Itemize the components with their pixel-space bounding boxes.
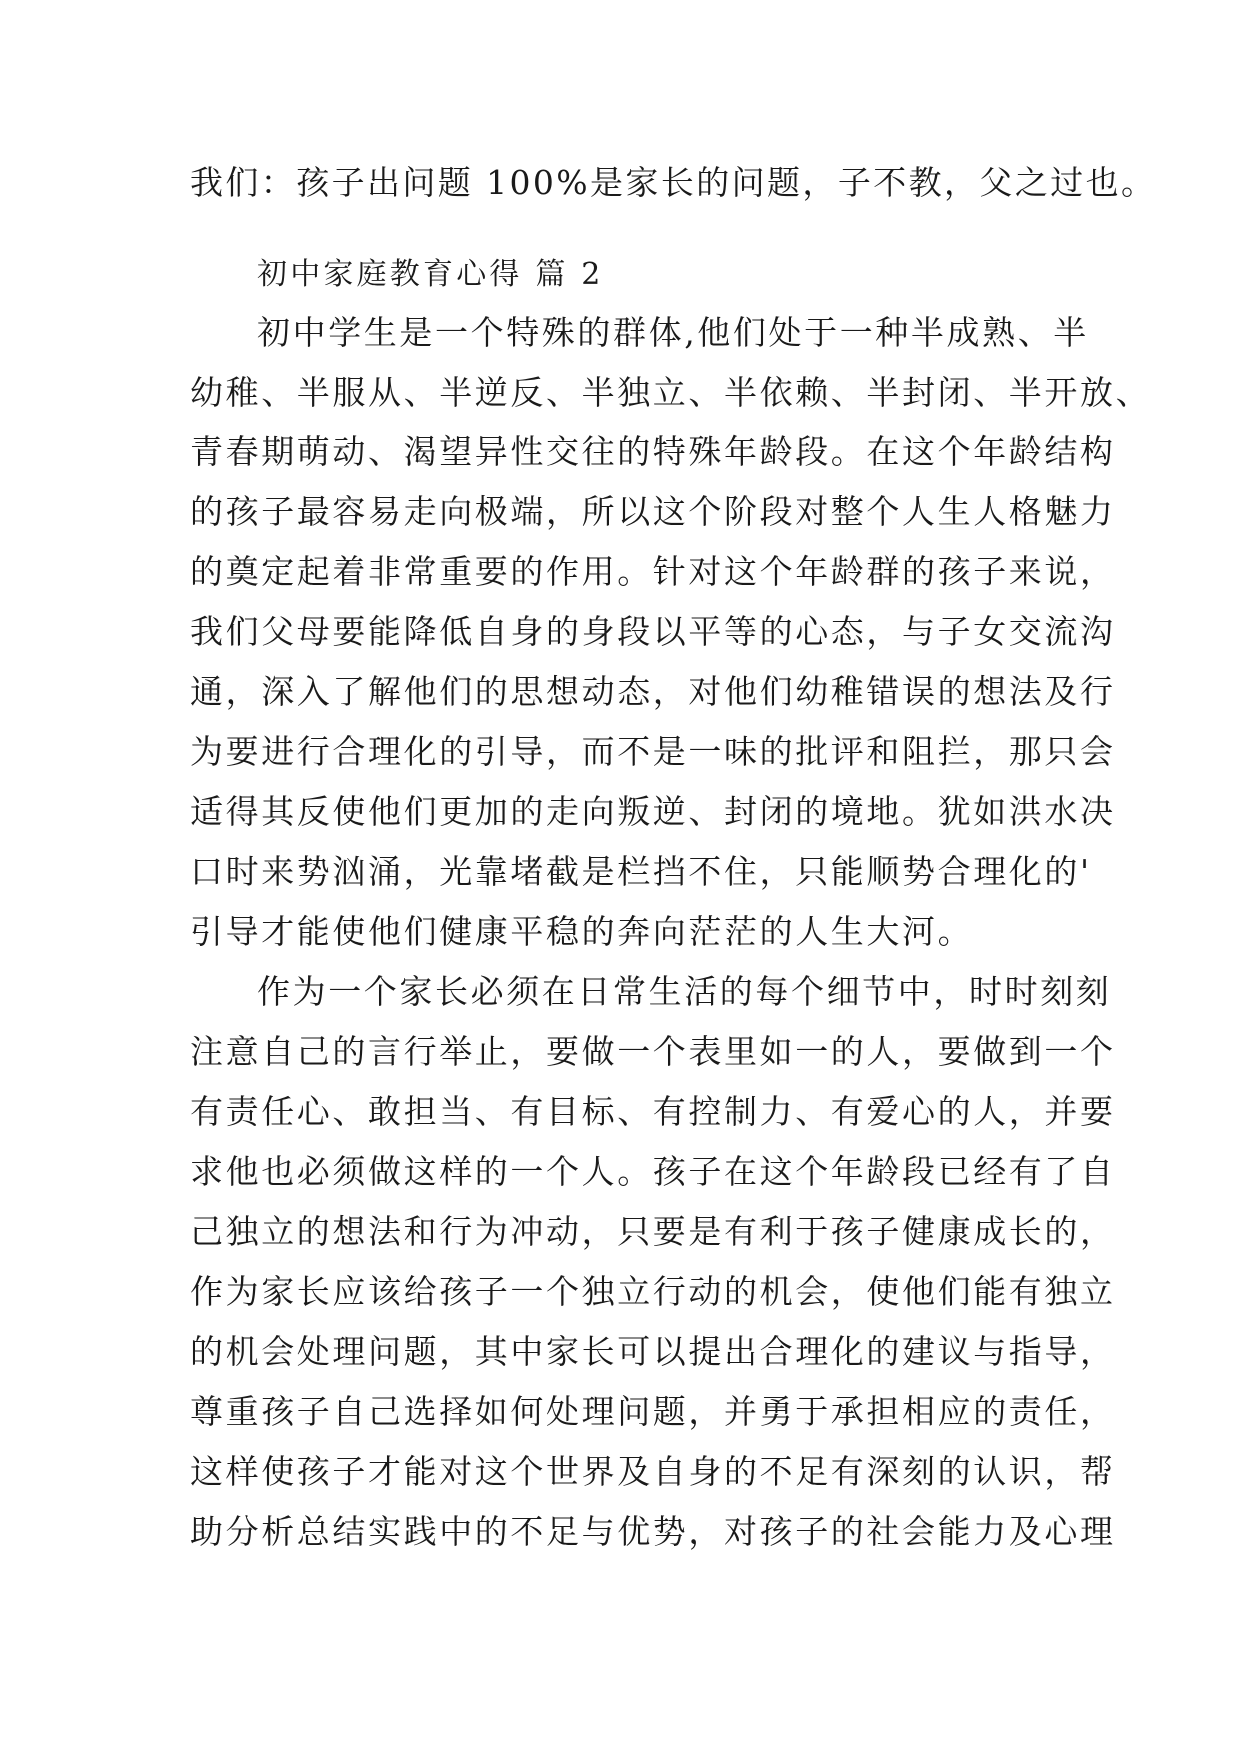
paragraph-line: 青春期萌动、渴望异性交往的特殊年龄段。在这个年龄结构 [190, 432, 1116, 471]
paragraph-line: 求他也必须做这样的一个人。孩子在这个年龄段已经有了自 [190, 1152, 1116, 1191]
paragraph-line: 作为家长应该给孩子一个独立行动的机会，使他们能有独立 [190, 1272, 1116, 1311]
intro-line: 我们：孩子出问题 100%是家长的问题，子不教，父之过也。 [190, 163, 1157, 202]
paragraph-line: 口时来势汹涌，光靠堵截是栏挡不住，只能顺势合理化的' [190, 852, 1092, 891]
paragraph-line: 这样使孩子才能对这个世界及自身的不足有深刻的认识，帮 [190, 1452, 1116, 1491]
paragraph-line: 初中学生是一个特殊的群体,他们处于一种半成熟、半 [257, 313, 1089, 352]
paragraph-line: 为要进行合理化的引导，而不是一味的批评和阻拦，那只会 [190, 732, 1116, 771]
paragraph-line: 注意自己的言行举止，要做一个表里如一的人，要做到一个 [190, 1032, 1116, 1071]
paragraph-line: 的机会处理问题，其中家长可以提出合理化的建议与指导， [190, 1332, 1116, 1371]
paragraph-line: 我们父母要能降低自身的身段以平等的心态，与子女交流沟 [190, 612, 1116, 651]
paragraph-line: 尊重孩子自己选择如何处理问题，并勇于承担相应的责任， [190, 1392, 1116, 1431]
paragraph-line: 适得其反使他们更加的走向叛逆、封闭的境地。犹如洪水决 [190, 792, 1116, 831]
paragraph-line: 通，深入了解他们的思想动态，对他们幼稚错误的想法及行 [190, 672, 1116, 711]
paragraph-line: 幼稚、半服从、半逆反、半独立、半依赖、半封闭、半开放、 [190, 373, 1152, 412]
section-heading: 初中家庭教育心得 篇 2 [257, 257, 604, 292]
paragraph-line: 助分析总结实践中的不足与优势，对孩子的社会能力及心理 [190, 1512, 1116, 1551]
paragraph-line: 引导才能使他们健康平稳的奔向茫茫的人生大河。 [190, 912, 974, 951]
paragraph-line: 的孩子最容易走向极端，所以这个阶段对整个人生人格魅力 [190, 492, 1116, 531]
paragraph-line: 有责任心、敢担当、有目标、有控制力、有爱心的人，并要 [190, 1092, 1116, 1131]
paragraph-line: 己独立的想法和行为冲动，只要是有利于孩子健康成长的， [190, 1212, 1116, 1251]
paragraph-line: 作为一个家长必须在日常生活的每个细节中，时时刻刻 [257, 972, 1112, 1011]
paragraph-line: 的奠定起着非常重要的作用。针对这个年龄群的孩子来说， [190, 552, 1116, 591]
